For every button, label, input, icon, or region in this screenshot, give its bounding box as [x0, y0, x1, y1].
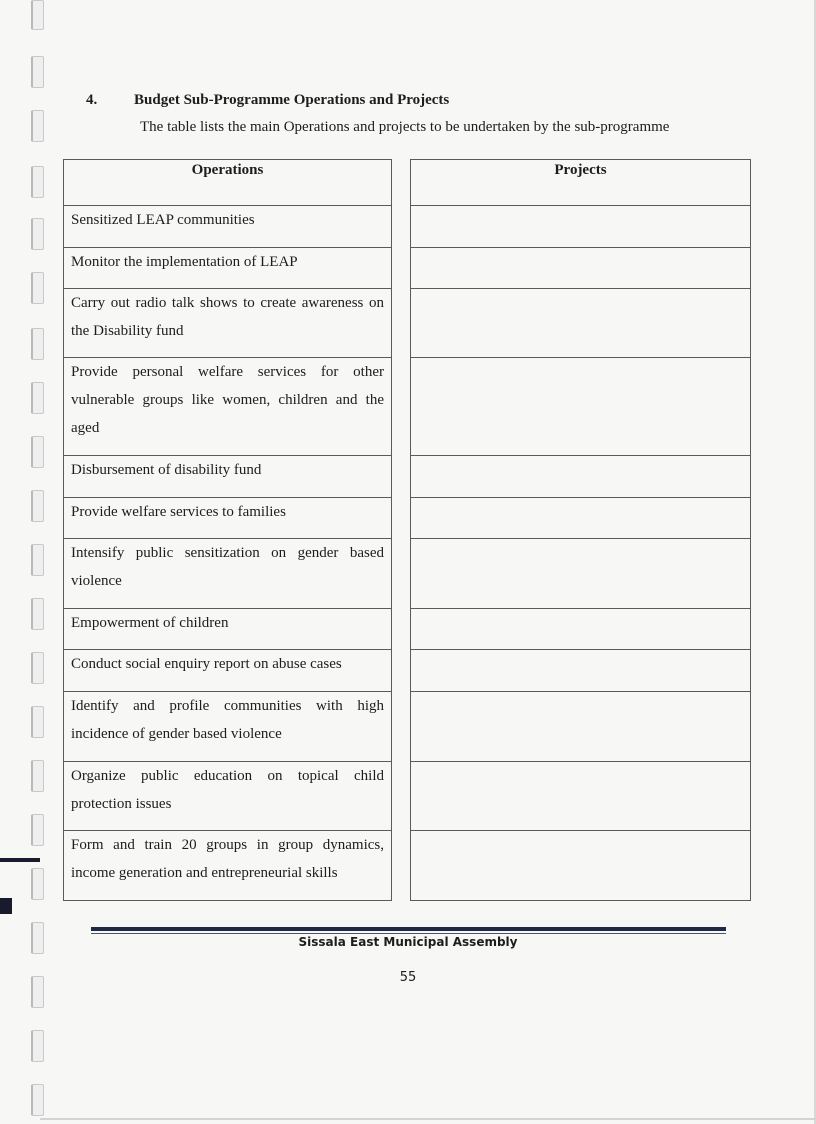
projects-header: Projects	[411, 160, 751, 206]
operation-cell: Empowerment of children	[64, 609, 392, 650]
project-cell	[411, 762, 751, 831]
operation-cell: Carry out radio talk shows to create awareness on the Disability fund	[64, 289, 392, 358]
page-edge-bottom	[40, 1118, 816, 1120]
binding-hole	[31, 1030, 44, 1062]
binding-hole	[31, 0, 44, 30]
page-number: 55	[399, 970, 417, 985]
operations-table	[63, 159, 392, 901]
binding-hole	[31, 436, 44, 468]
scan-clip-mark	[0, 898, 12, 914]
project-cell	[411, 206, 751, 248]
project-cell	[411, 831, 751, 901]
scan-clip-mark	[0, 858, 40, 862]
footer-title: Sissala East Municipal Assembly	[298, 935, 518, 949]
section-intro: The table lists the main Operations and projects to be undertaken by the sub-programme	[140, 119, 670, 135]
footer-rule	[91, 927, 726, 931]
binding-hole	[31, 1084, 44, 1116]
operation-cell: Intensify public sensitization on gender based violence	[64, 539, 392, 609]
operation-cell: Organize public education on topical child protection issues	[64, 762, 392, 831]
operations-header: Operations	[64, 160, 392, 206]
binding-hole	[31, 328, 44, 360]
operation-cell: Monitor the implementation of LEAP	[64, 248, 392, 289]
project-cell	[411, 358, 751, 456]
binding-hole	[31, 218, 44, 250]
binding-hole	[31, 868, 44, 900]
operation-cell: Identify and profile communities with high incidence of gender based violence	[64, 692, 392, 762]
footer-rule	[91, 933, 726, 934]
operation-cell: Disbursement of disability fund	[64, 456, 392, 498]
binding-hole	[31, 110, 44, 142]
binding-hole	[31, 598, 44, 630]
binding-hole	[31, 56, 44, 88]
operation-cell: Form and train 20 groups in group dynamics, income generation and entrepreneurial skills	[64, 831, 392, 901]
binding-hole	[31, 814, 44, 846]
binding-hole	[31, 760, 44, 792]
project-cell	[411, 609, 751, 650]
binding-hole	[31, 544, 44, 576]
operation-cell: Sensitized LEAP communities	[64, 206, 392, 248]
operation-cell: Provide welfare services to families	[64, 498, 392, 539]
section-title: Budget Sub-Programme Operations and Projects	[134, 92, 450, 108]
project-cell	[411, 248, 751, 289]
project-cell	[411, 456, 751, 498]
operation-cell: Conduct social enquiry report on abuse cases	[64, 650, 392, 692]
projects-table	[410, 159, 751, 901]
project-cell	[411, 289, 751, 358]
binding-hole	[31, 272, 44, 304]
project-cell	[411, 692, 751, 762]
binding-hole	[31, 166, 44, 198]
binding-hole	[31, 652, 44, 684]
project-cell	[411, 650, 751, 692]
project-cell	[411, 498, 751, 539]
operation-cell: Provide personal welfare services for other vulnerable groups like women, children and the aged	[64, 358, 392, 456]
binding-hole	[31, 706, 44, 738]
section-heading	[86, 92, 449, 109]
section-number: 4.	[86, 92, 98, 108]
binding-hole	[31, 490, 44, 522]
project-cell	[411, 539, 751, 609]
binding-hole	[31, 382, 44, 414]
